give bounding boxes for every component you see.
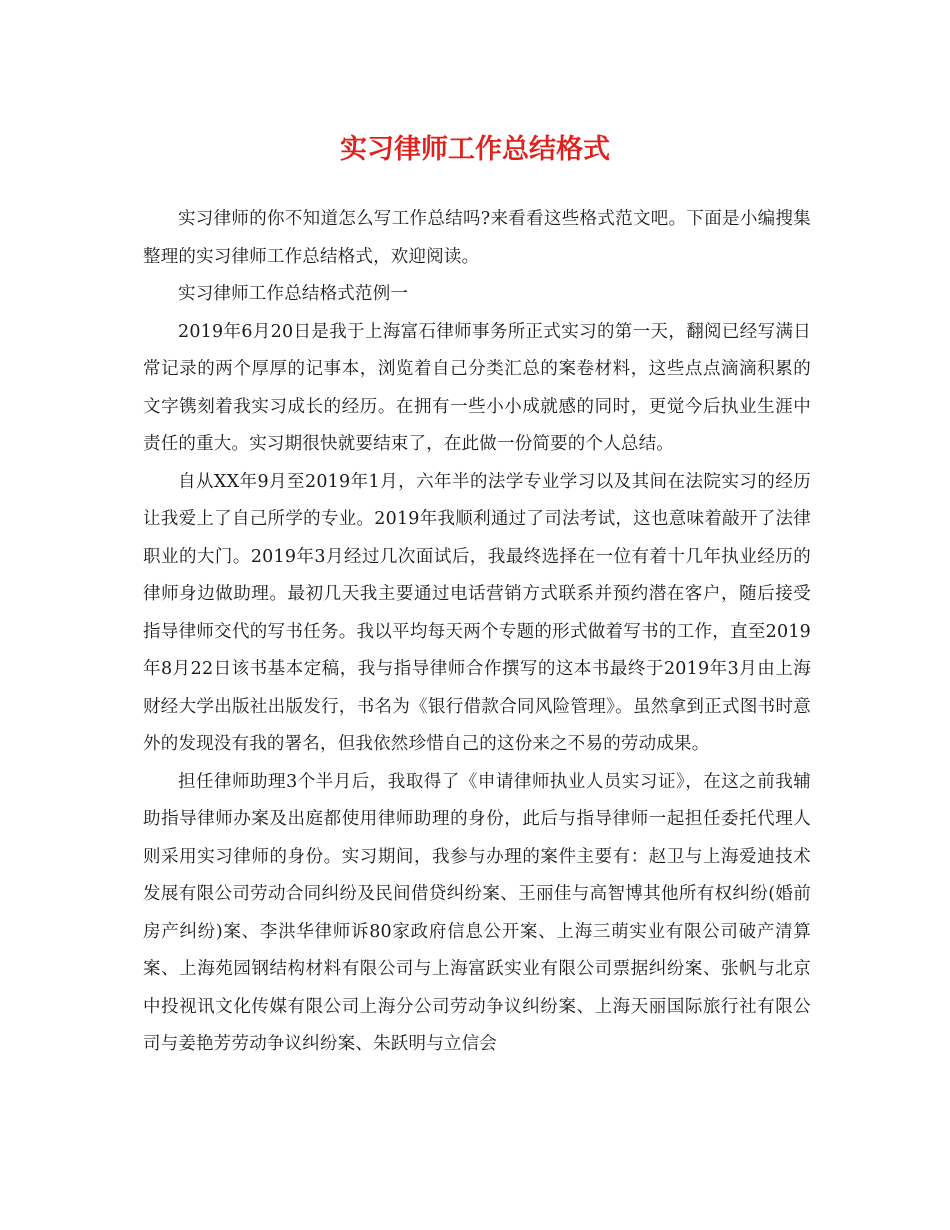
document-title: 实习律师工作总结格式 (340, 134, 610, 165)
body-paragraph: 自从XX年9月至2019年1月，六年半的法学专业学习以及其间在法院实习的经历让我爱上了自己所学的专业。2019年我顺利通过了司法考试，这也意味着敲开了法律职业的大门。2019年3月经过几次面试后，我最终选择在一位有着十几年执业经历的律师身边做助理。最初几天我主要通过电话营销方式联系并预约潜在客户，随后接受指导律师交代的写书任务。我以平均每天两个专题的形式做着写书的工作，直至2019年8月22日该书基本定稿，我与指导律师合作撰写的这本书最终于2019年3月由上海财经大学出版社出版发行，书名为《银行借款合同风险管理》。虽然拿到正式图书时意外的发现没有我的署名，但我依然珍惜自己的这份来之不易的劳动成果。 (143, 471, 811, 754)
document-body (143, 201, 811, 1064)
section-heading: 实习律师工作总结格式范例一 (178, 284, 409, 304)
body-paragraph: 担任律师助理3个半月后，我取得了《申请律师执业人员实习证》，在这之前我辅助指导律师办案及出庭都使用律师助理的身份，此后与指导律师一起担任委托代理人则采用实习律师的身份。实习期间，我参与办理的案件主要有：赵卫与上海爱迪技术发展有限公司劳动合同纠纷及民间借贷纠纷案、王丽佳与高智博其他所有权纠纷(婚前房产纠纷)案、李洪华律师诉80家政府信息公开案、上海三萌实业有限公司破产清算案、上海苑园钢结构材料有限公司与上海富跃实业有限公司票据纠纷案、张帆与北京中投视讯文化传媒有限公司上海分公司劳动争议纠纷案、上海天丽国际旅行社有限公司与姜艳芳劳动争议纠纷案、朱跃明与立信会 (143, 771, 811, 1054)
intro-paragraph: 实习律师的你不知道怎么写工作总结吗?来看看这些格式范文吧。下面是小编搜集整理的实习律师工作总结格式，欢迎阅读。 (143, 209, 811, 267)
body-paragraph: 2019年6月20日是我于上海富石律师事务所正式实习的第一天，翻阅已经写满日常记录的两个厚厚的记事本，浏览着自己分类汇总的案卷材料，这些点点滴滴积累的文字镌刻着我实习成长的经历。在拥有一些小小成就感的同时，更觉今后执业生涯中责任的重大。实习期很快就要结束了，在此做一份简要的个人总结。 (143, 321, 811, 454)
